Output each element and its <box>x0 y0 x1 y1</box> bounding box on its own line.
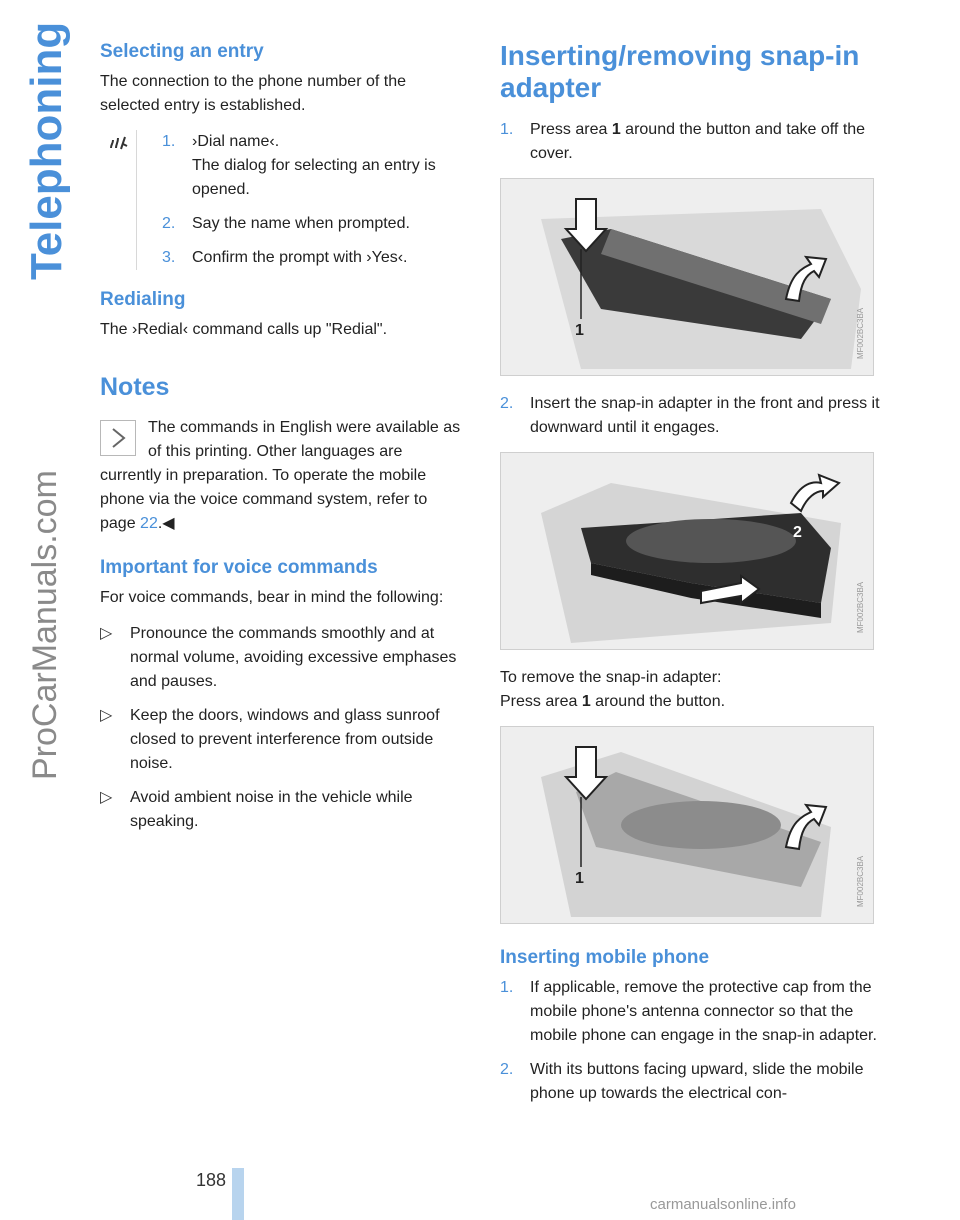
step-subtext: The dialog for selecting an entry is opened. <box>192 157 436 198</box>
voice-step <box>162 212 466 236</box>
adapter-heading: Inserting/removing snap-in adapter <box>500 40 860 103</box>
figure-insert-adapter <box>500 452 874 650</box>
figure-remove-cover <box>500 178 874 376</box>
figure-remove-adapter <box>500 726 874 924</box>
svg-text:1: 1 <box>575 322 584 339</box>
selecting-entry-heading: Selecting an entry <box>100 41 264 62</box>
important-intro: For voice commands, bear in mind the following: <box>100 589 444 606</box>
inserting-mobile-heading: Inserting mobile phone <box>500 947 710 968</box>
page-link[interactable]: 22 <box>140 515 158 532</box>
step-text: If applicable, remove the protective cap from the mobile phone's antenna connector so that the mobile phone can engage in the snap-in adapter. <box>530 979 877 1044</box>
step-text: Confirm the prompt with ›Yes‹. <box>192 249 408 266</box>
step-text: ›Dial name‹. <box>192 133 280 150</box>
step-text-bold: 1 <box>611 121 621 138</box>
bullet-item <box>100 704 466 776</box>
remove-text-bold: 1 <box>581 693 591 710</box>
adapter-steps-1 <box>500 118 880 166</box>
important-bullets <box>100 622 466 834</box>
step-number: 1. <box>162 133 176 150</box>
remove-text-pre: Press area <box>500 693 582 710</box>
voice-command-icon-column <box>100 130 137 270</box>
voice-step <box>162 246 466 270</box>
right-column <box>500 40 880 1116</box>
voice-command-block <box>100 130 466 270</box>
left-column <box>100 40 466 844</box>
bullet-mark: ▷ <box>100 625 113 642</box>
redialing-text: The ›Redial‹ command calls up "Redial". <box>100 321 388 338</box>
note-text <box>100 416 466 536</box>
important-heading: Important for voice commands <box>100 557 378 578</box>
voice-command-icon <box>100 130 136 162</box>
step-number: 1. <box>500 979 514 996</box>
step-number: 2. <box>500 395 514 412</box>
svg-text:1: 1 <box>575 870 584 887</box>
redialing-heading: Redialing <box>100 289 186 310</box>
step-number: 3. <box>162 249 176 266</box>
remove-text-post: around the button. <box>590 693 726 710</box>
figure-code: MF002BC3BA <box>856 855 865 907</box>
step-number: 1. <box>500 121 514 138</box>
bullet-text: Avoid ambient noise in the vehicle while speaking. <box>130 789 413 830</box>
remove-instructions <box>500 666 880 714</box>
figure-code: MF002BC3BA <box>856 307 865 359</box>
bullet-mark: ▷ <box>100 789 113 806</box>
note-arrow-icon <box>100 420 136 456</box>
bullet-item <box>100 786 466 834</box>
svg-text:2: 2 <box>793 524 802 541</box>
figure-callout-1 <box>575 322 584 339</box>
step-number: 2. <box>162 215 176 232</box>
step-text: With its buttons facing upward, slide the mobile phone up towards the electrical con- <box>530 1061 864 1102</box>
step-number: 2. <box>500 1061 514 1078</box>
step-text: Insert the snap-in adapter in the front and press it downward until it engages. <box>530 395 880 436</box>
bullet-text: Keep the doors, windows and glass sunroof closed to prevent interference from outside noise. <box>130 707 440 772</box>
chapter-title: Telephoning <box>22 21 71 280</box>
mobile-steps <box>500 976 880 1106</box>
adapter-steps-2 <box>500 392 880 440</box>
voice-steps-list <box>162 130 466 270</box>
bullet-mark: ▷ <box>100 707 113 724</box>
figure-code: MF002BC3BA <box>856 581 865 633</box>
mobile-step <box>500 976 880 1048</box>
step-text-pre: Press area <box>530 121 612 138</box>
note-text-pre: The commands in English were available as of this printing. Other languages are currently in preparation. To operate the mobile phone via the voice command system, refer to page <box>100 419 461 532</box>
figure-callout-2 <box>793 524 802 541</box>
adapter-step <box>500 392 880 440</box>
step-text: Say the name when prompted. <box>192 215 410 232</box>
mobile-step <box>500 1058 880 1106</box>
bullet-item <box>100 622 466 694</box>
voice-step <box>162 130 466 202</box>
page-number: 188 <box>196 1170 227 1190</box>
adapter-step <box>500 118 880 166</box>
notes-heading: Notes <box>100 373 170 401</box>
remove-line-1: To remove the snap-in adapter: <box>500 669 722 686</box>
bullet-text: Pronounce the commands smoothly and at normal volume, avoiding excessive emphases and pauses. <box>130 625 457 690</box>
page-number-bar <box>232 1168 244 1220</box>
selecting-entry-intro: The connection to the phone number of the selected entry is established. <box>100 73 406 114</box>
step-text-post: around the button and take off the cover. <box>530 121 866 162</box>
footer-watermark: carmanualsonline.info <box>650 1196 796 1213</box>
figure-callout-3 <box>575 870 584 887</box>
note-block <box>100 416 466 536</box>
note-text-post: .◀ <box>157 515 175 532</box>
side-watermark: ProCarManuals.com <box>26 470 64 780</box>
